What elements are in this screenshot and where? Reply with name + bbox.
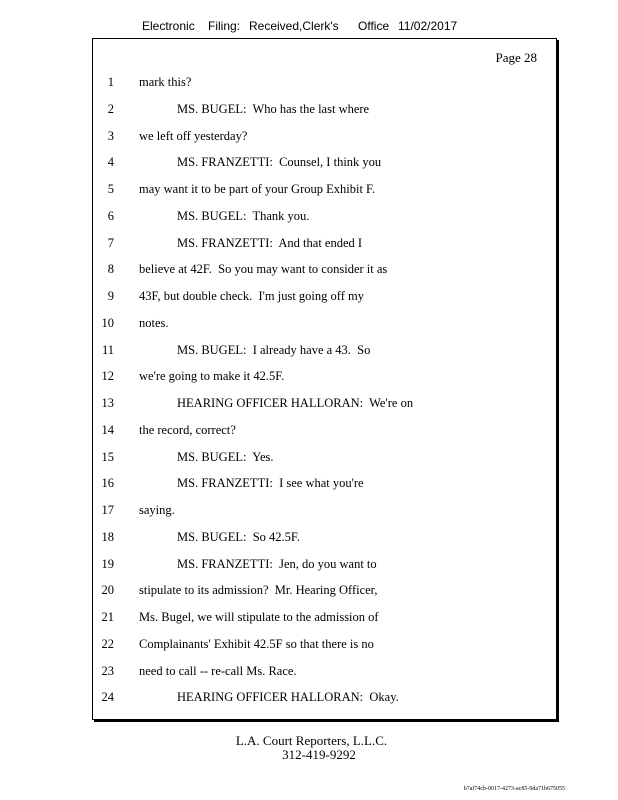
line-text: we left off yesterday? bbox=[139, 129, 248, 143]
transcript-line bbox=[0, 421, 618, 439]
line-text: the record, correct? bbox=[139, 423, 236, 437]
line-number: 12 bbox=[101, 369, 114, 383]
transcript-line bbox=[0, 394, 618, 412]
transcript-line bbox=[0, 180, 618, 198]
line-text: Ms. Bugel, we will stipulate to the admission of bbox=[139, 610, 379, 624]
line-number: 24 bbox=[101, 690, 114, 704]
transcript-line bbox=[0, 662, 618, 680]
line-text: 43F, but double check. I'm just going off my bbox=[139, 289, 364, 303]
transcript-line bbox=[0, 688, 618, 706]
line-number: 9 bbox=[107, 289, 114, 303]
transcript-line bbox=[0, 581, 618, 599]
document-id: b7af74cb-0017-4273-ac85-9da71b675055 bbox=[463, 786, 565, 792]
transcript-line bbox=[0, 314, 618, 332]
line-text: MS. BUGEL: I already have a 43. So bbox=[177, 343, 371, 357]
header-received: Received,Clerk's bbox=[249, 19, 339, 33]
line-text: MS. BUGEL: Who has the last where bbox=[177, 102, 370, 116]
line-text: we're going to make it 42.5F. bbox=[139, 369, 285, 383]
header-filing: Filing: bbox=[208, 19, 241, 33]
transcript-line bbox=[0, 474, 618, 492]
transcript-line bbox=[0, 234, 618, 252]
transcript-line bbox=[0, 127, 618, 145]
transcript-line bbox=[0, 555, 618, 573]
line-number: 5 bbox=[107, 182, 114, 196]
line-text: saying. bbox=[139, 503, 175, 517]
line-text: notes. bbox=[139, 316, 169, 330]
line-text: need to call -- re-call Ms. Race. bbox=[139, 664, 297, 678]
line-text: MS. BUGEL: Yes. bbox=[177, 450, 274, 464]
line-text: mark this? bbox=[139, 75, 192, 89]
transcript-line bbox=[0, 528, 618, 546]
line-number: 11 bbox=[101, 343, 114, 357]
line-number: 7 bbox=[107, 236, 114, 250]
line-text: HEARING OFFICER HALLORAN: We're on bbox=[177, 396, 414, 410]
line-number: 17 bbox=[101, 503, 114, 517]
header-office: Office bbox=[358, 19, 390, 33]
line-number: 16 bbox=[101, 476, 114, 490]
line-number: 15 bbox=[101, 450, 114, 464]
transcript-line bbox=[0, 448, 618, 466]
line-number: 10 bbox=[101, 316, 114, 330]
line-number: 3 bbox=[107, 129, 114, 143]
line-number: 18 bbox=[101, 530, 114, 544]
line-number: 6 bbox=[107, 209, 114, 223]
line-number: 23 bbox=[101, 664, 114, 678]
line-text: believe at 42F. So you may want to consider it as bbox=[139, 262, 388, 276]
line-text: MS. FRANZETTI: Jen, do you want to bbox=[177, 557, 377, 571]
line-number: 8 bbox=[107, 262, 114, 276]
line-number: 22 bbox=[101, 637, 114, 651]
line-number: 20 bbox=[101, 583, 114, 597]
line-text: HEARING OFFICER HALLORAN: Okay. bbox=[177, 690, 399, 704]
line-number: 13 bbox=[101, 396, 114, 410]
line-text: stipulate to its admission? Mr. Hearing Officer, bbox=[139, 583, 378, 597]
transcript-line bbox=[0, 207, 618, 225]
transcript-line bbox=[0, 153, 618, 171]
line-text: MS. BUGEL: Thank you. bbox=[177, 209, 310, 223]
line-number: 21 bbox=[101, 610, 114, 624]
transcript-line bbox=[0, 100, 618, 118]
transcript-line bbox=[0, 608, 618, 626]
line-text: MS. FRANZETTI: Counsel, I think you bbox=[177, 155, 382, 169]
line-number: 14 bbox=[101, 423, 114, 437]
transcript-line bbox=[0, 287, 618, 305]
transcript-line bbox=[0, 501, 618, 519]
line-number: 19 bbox=[101, 557, 114, 571]
line-text: may want it to be part of your Group Exhibit F. bbox=[139, 182, 376, 196]
page-number: Page 28 bbox=[495, 50, 537, 65]
transcript-line bbox=[0, 73, 618, 91]
line-number: 4 bbox=[107, 155, 114, 169]
footer-phone: 312-419-9292 bbox=[282, 747, 356, 762]
footer-company: L.A. Court Reporters, L.L.C. bbox=[235, 733, 388, 748]
line-text: MS. FRANZETTI: I see what you're bbox=[177, 476, 364, 490]
transcript-line bbox=[0, 260, 618, 278]
transcript-line bbox=[0, 635, 618, 653]
line-text: MS. FRANZETTI: And that ended I bbox=[177, 236, 363, 250]
transcript-line bbox=[0, 341, 618, 359]
transcript-line bbox=[0, 367, 618, 385]
line-number: 1 bbox=[107, 75, 114, 89]
line-number: 2 bbox=[107, 102, 114, 116]
line-text: Complainants' Exhibit 42.5F so that there is no bbox=[139, 637, 374, 651]
line-text: MS. BUGEL: So 42.5F. bbox=[177, 530, 300, 544]
header-date: 11/02/2017 bbox=[398, 19, 458, 33]
header-electronic: Electronic bbox=[142, 19, 195, 33]
